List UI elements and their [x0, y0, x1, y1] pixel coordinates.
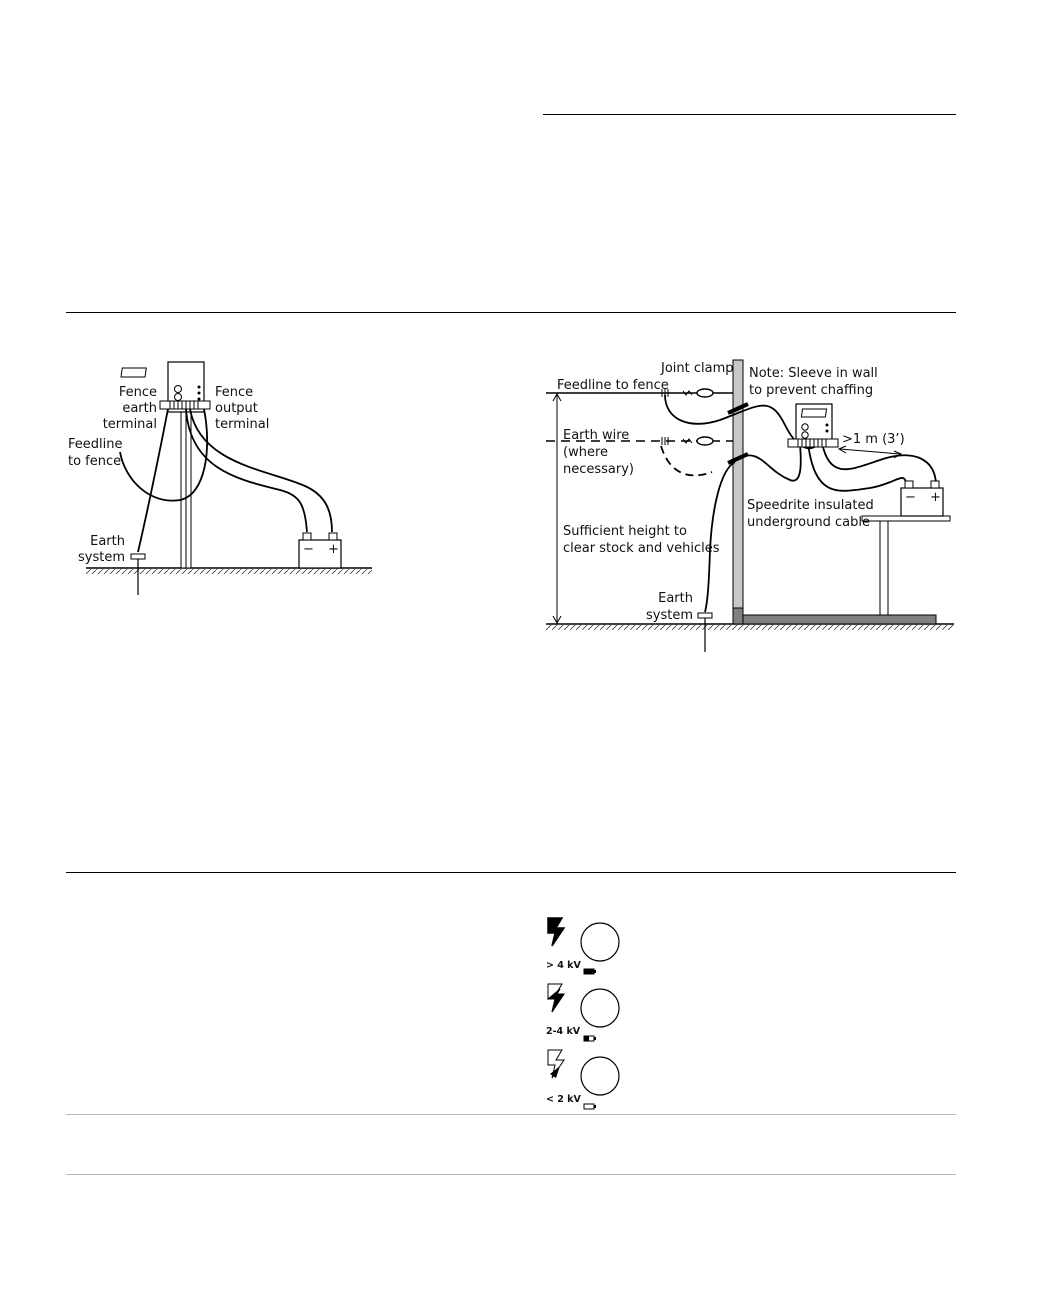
status-led-icon [581, 923, 619, 961]
battery-empty-icon [584, 1104, 596, 1109]
svg-text:earth: earth [122, 401, 157, 416]
svg-text:Note: Sleeve in wall: Note: Sleeve in wall [749, 366, 878, 381]
svg-text:(where: (where [563, 445, 608, 460]
svg-text:output: output [215, 401, 258, 416]
svg-text:to fence: to fence [68, 454, 122, 469]
battery-minus-right: − [905, 490, 916, 505]
label-feedline-right: Feedline to fence [557, 378, 669, 393]
svg-text:Earth: Earth [658, 591, 693, 606]
svg-text:Fence: Fence [118, 385, 157, 400]
svg-text:clear stock and vehicles: clear stock and vehicles [563, 541, 720, 556]
battery-plus-left: + [328, 542, 339, 557]
svg-text:system: system [646, 608, 693, 623]
label-joint-clamp: Joint clamp [661, 361, 734, 376]
svg-text:underground cable: underground cable [747, 515, 870, 530]
indicator-label-mid: 2-4 kV [546, 1026, 581, 1037]
status-led-icon [581, 989, 619, 1027]
status-led-icon [581, 1057, 619, 1095]
bolt-half-icon [548, 984, 564, 1012]
svg-text:Sufficient height to: Sufficient height to [563, 524, 687, 539]
indicator-mid [546, 984, 619, 1041]
battery-full-icon [584, 969, 596, 974]
svg-text:terminal: terminal [215, 417, 270, 432]
svg-text:Speedrite insulated: Speedrite insulated [747, 498, 874, 513]
indicator-label-low: < 2 kV [546, 1094, 581, 1105]
svg-text:necessary): necessary) [563, 462, 635, 477]
label-distance: >1 m (3’) [842, 432, 905, 447]
bolt-outline-icon [548, 1050, 564, 1078]
battery-plus-right: + [930, 490, 941, 505]
svg-text:Earth wire: Earth wire [563, 428, 630, 443]
svg-text:Feedline: Feedline [68, 437, 123, 452]
svg-text:terminal: terminal [102, 417, 157, 432]
indicator-label-high: > 4 kV [546, 960, 581, 971]
battery-half-icon [584, 1036, 596, 1041]
bolt-solid-icon [548, 918, 564, 946]
battery-minus-left: − [303, 542, 314, 557]
indicator-low [546, 1050, 619, 1109]
svg-text:Fence: Fence [215, 385, 254, 400]
svg-text:system: system [78, 550, 125, 565]
indicator-high [546, 918, 619, 974]
svg-text:Earth: Earth [90, 534, 125, 549]
svg-text:to prevent chaffing: to prevent chaffing [749, 383, 874, 398]
